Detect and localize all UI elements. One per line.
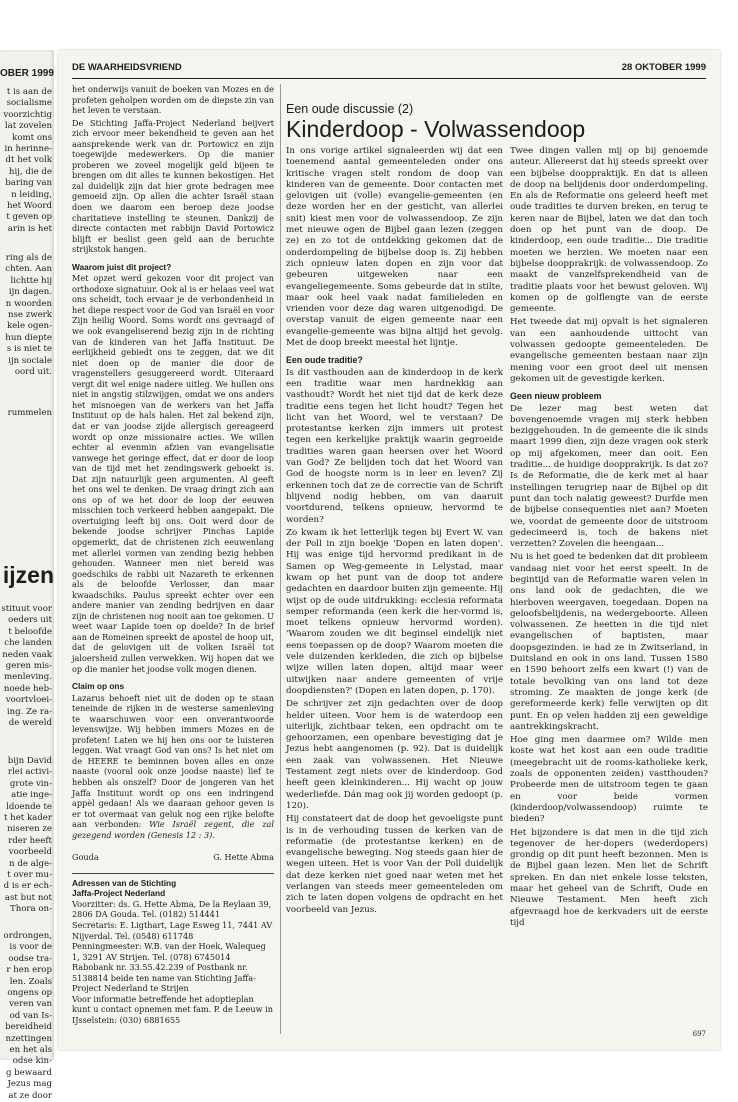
previous-page-edge [0, 50, 54, 1101]
previous-page-text: rummelen [7, 408, 52, 418]
paragraph-text: Lazarus behoeft niet uit de doden op te staan teneinde de rijken in de westerse samenleving te waarschuwen voor een onverantwoorde levenswijze. Wij hebben immers Mozes en de profeten! Laten we hij hen ons oor te luisteren leggen. Wat vraagt God van ons? Is het niet om de HEERE te beminnen boven alles en onze naaste (vooral ook onze joodse naaste) lief te hebben als onszelf? Door de jongeren van het Jaffa Instituut wordt op ons een indringend appèl gedaan! Als we daaraan gehoor geven is er tot overmaat van geluk nog een rijke belofte aan verbonden: [72, 692, 274, 830]
address-title: Jaffa-Project Nederland [72, 888, 166, 899]
paragraph: Hoe ging men daarmee om? Wilde men koste wat het kost aan een oude traditie (meegebracht uit de rooms-katholieke kerk, zoals de opponenten zeiden) vastthouden? Probeerde men de uitstroom tegen te gaan en voor beide vormen (kinderdoop/volwassendoop) ruimte te bieden? [510, 735, 708, 825]
paragraph: De schrijver zet zijn gedachten over de doop helder uiteen. Voor hem is de waterdoop een uiterlijk, zichtbaar teken, een opdracht om te gehoorzamen, een openbare bevestiging dat je Jezus hebt aangenomen (p. 92). Dat is duidelijk een zaak van volwassenen. Het Nieuwe Testament zegt niets over de kinderdoop. God heeft geen kleinkinderen... Hij wacht op jouw wederliefde. Dán mag ook jij worden gedoopt (p. 120). [286, 699, 503, 811]
jaffa-article-column [72, 84, 274, 1027]
paragraph: Zo kwam ik het letterlijk tegen bij Evert W. van der Poll in zijn boekje 'Dopen en laten dopen'. Hij was enige tijd hervormd predikant in de Samen op Weg-gemeente in Lelystad, maar kwam op het punt van de doop tot andere gedachten en daardoor buiten zijn gemeente. Hij wijst op de oude uitdrukking: ecclesia reformata semper reformanda (een kerk die her-vormd is, moet telkens opnieuw hervormd worden). 'Waarom zouden we dit beginsel eindelijk niet eens toepassen op de doop? Waarom moeten die vele duizenden kerkleden, die zich op bijbelse wijze willen laten dopen, altijd maar weer uitwijken naar andere gemeenten of vrije doopdiensten?' (Dopen en laten dopen, p. 170). [286, 527, 503, 696]
article-column-left [286, 146, 503, 918]
section-heading: Een oude traditie? [286, 355, 363, 366]
column-divider [280, 84, 281, 1034]
paragraph: In ons vorige artikel signaleerden wij dat een toenemend aantal gemeenteleden onder ons kritische vragen stelt rondom de doop van kinderen van de gemeente. Door contacten met gelovigen uit (volle) evangelie-gemeenten (en deze worden her en der gesticht, van allerlei snit) kiest men voor de volwassendoop. Ze zijn met nieuwe ogen de Bijbel gaan lezen (zeggen ze) en zo tot de ontdekking gekomen dat de onderdompeling de bijbelse doop is. Zij hebben zich opnieuw laten dopen en zijn voor dat gebeuren uitgeweken naar een evangeliegemeente. Soms gebeurde dat in stilte, maar ook heel vaak nadat familieleden en vrienden voor deze dag waren uitgenodigd. De overstap vanuit de eigen gemeente naar een evangelie-gemeente was bijna altijd het gevolg. Met de doop breekt meestal het lijntje. [286, 146, 503, 349]
paragraph: Met opzet werd gekozen voor dit project van orthodoxe signatuur. Ook al is er helaas veel wat ons scheidt, toch ervaar je de verbondenheid in het diepe respect voor de God van Israël en voor Zijn heilig Woord. Soms wordt ons gevraagd of we ook evangeliserend bezig zijn in de richting van de kinderen van het Jaffa Instituut. De eerlijkheid gebiedt ons te zeggen, dat we dit niet doen op de manier die door de vragenstellers gesuggereerd wordt. Uiteraard vergt dit wel enige nadere uitleg. We hullen ons niet in angstig stilzwijgen, omdat we ons anders het misnoegen van de werkers van het Jaffa Instituut op de hals halen. Het zal bekend zijn, dat er van joodse zijde allergisch gereageerd wordt op onze missionaire acties. We willen echter al evenmin afzien van evangelisatie vanwege het geringe effect, dat er door de loop van de tijd met het zendingswerk geboekt is. Dat zijn natuurlijk geen argumenten. Al geeft het ons wel te denken. De vraag dringt zich aan ons op of we het door de loop der eeuwen misschien toch verkeerd hebben aangepakt. Die overtuiging leeft bij ons. Ooit werd door de bekende joodse schrijver Pinchas Lapide opgemerkt, dat de christenen zich eeuwenlang met allerlei vormen van zending bezig hebben gehouden. Wanneer men niet bereid was goedschiks de rabbi uit Nazareth te erkennen als de beloofde Verlosser, dan maar kwaadschiks. Paulus spreekt echter over een andere manier van zending bedrijven en daar zijn de christenen nog nooit aan toe gekomen. U weet waar Lapide toen op doelde? In de brief aan de Romeinen spreekt de apostel de hoop uit, dat de gelovigen uit de volken Israël tot jaloersheid zullen verwekken. Wij hopen dat we op die manier het joodse volk mogen dienen. [72, 273, 274, 674]
bible-quote: Wie Israël zegent, die zal gezegend worden (Genesis 12 : 3). [72, 819, 274, 840]
article-title: Kinderdoop - Volwassendoop [286, 116, 586, 142]
paragraph: Het bijzondere is dat men in die tijd zich tegenover de her-dopers (wederdopers) grondig op dit punt heeft bezonnen. Men is de Bijbel gaan lezen. Men liet de Schrift spreken. En dan niet enkele losse teksten, maar het geheel van de Schrift, Oude en Nieuwe Testament. Men heeft zich afgevraagd hoe de kerkvaders uit de eerste tijd [510, 827, 708, 928]
newspaper-page [58, 50, 720, 1050]
address-title: Adressen van de Stichting [72, 877, 177, 888]
publication-name: DE WAARHEIDSVRIEND [72, 62, 182, 73]
paragraph [72, 693, 274, 841]
publication-date: 28 OKTOBER 1999 [621, 62, 706, 73]
section-heading: Claim op ons [72, 681, 125, 692]
signature-place: Gouda [72, 852, 99, 863]
paragraph: het onderwijs vanuit de boeken van Mozes en de profeten geholpen worden om de diepste zin van het leven te verstaan. [72, 84, 274, 116]
previous-page-text: bijn David rlei activi- grote vin- atie inge- ldoende te t het kader niseren ze rder heeft voorbeeld n de alge- t over mu- d is er ech- ast but not Thora on- [3, 756, 52, 915]
previous-page-text: ring als de chten. Aan lichtte hij ijn dagen. n woorden nse zwerk kele ogen- hun diepte s is niet te ijn sociale oord uit. [5, 253, 52, 378]
paragraph: Is dit vasthouden aan de kinderdoop in de kerk een traditie waar men hardnekkig aan vasthoudt? Wordt het niet tijd dat de kerk deze traditie eens tegen het licht houdt? Tegen het licht van het Woord, wel te verstaan? De protestantse kerken zijn immers uit protest tegen een kerkelijke praktijk waarin gegroeide tradities waren gaan heersen over het Woord van God? Ze belijden toch dat het Woord van God de hoogste norm is in leer en leven? Zij erkennen toch dat ze de correctie van de Schrift blijvend nodig hebben, om van daaruit voortdurend, telkens opnieuw, hervormd te worden? [286, 367, 503, 525]
divider [72, 873, 274, 874]
paragraph: De Stichting Jaffa-Project Nederland beijvert zich ervoor meer bekendheid te geven aan het aansprekende werk van dr. Portowicz en zijn toegewijde medewerkers. Op die manier proberen we zoveel mogelijk geld bijeen te brengen om dit alles te kunnen bekostigen. Het zal duidelijk zijn dat hier grote bedragen mee gemoeid zijn. Op allen die achter Israël staan doen we daarom een beroep deze joodse charitatieve instelling te steunen. Dankzij de directe contacten met rabbijn David Portowicz blijft er beslist geen geld aan de beruchte strijkstok hangen. [72, 117, 274, 255]
paragraph: De lezer mag best weten dat bovengenoemde vragen mij sterk hebben beziggehouden. In de gemeente die ik sinds maart 1999 dien, zijn deze vragen ook sterk op mij afgekomen, meer dan ooit. Een traditie... de huidige doopprakrijk. Is dat zo? Is de Reformatie, die de kerk met al haar instellingen terugriep naar de Bijbel op dit punt dan toch nalatig geweest? Durfde men de bijbelse consequenties niet aan? Moeten we, voordat de gemeente door de uitstroom gedecimeerd is, toch de bakens niet verzetten? Zovelen die heengaan... [510, 403, 708, 550]
previous-page-text: stituut voor oeders uit t beloofde che landen neden vaak geren mis- menleving. noede heb- voortvloei- ing. Ze ra- de wereld [1, 604, 52, 729]
previous-page-heading: ijzen [2, 562, 54, 588]
previous-page-header: OBER 1999 [0, 68, 54, 79]
section-heading: Geen nieuw probleem [510, 391, 602, 402]
previous-page-text: ordrongen, is voor de oodse tra- r hen erop len. Zoals ongens op veren van od van Is- bereidheid nzettingen en het als odse kin- g bewaard Jezus mag at ze door [3, 931, 52, 1101]
section-heading: Waarom juist dit project? [72, 261, 172, 272]
page-header [72, 62, 706, 79]
address-text: Voorzitter: ds. G. Hette Abma, De la Reylaan 39, 2806 DA Gouda. Tel. (0182) 514441 Secretaris: E. Ligthart, Lage Esweg 11, 7441 AV Nijverdal. Tel. (0548) 611748 Penningmeester: W.B. van der Hoek, Walequeg 1, 3291 AV Strijen. Tel. (078) 6745014 Rabobank nr. 33.55.42.239 of Postbank nr. 5138814 beide ten name van Stichting Jaffa-Project Nederland te Strijen Voor informatie betreffende het adoptieplan kunt u contact opnemen met fam. P. de Leeuw in IJsselstein: (030) 6881655 [72, 898, 273, 1025]
paragraph: Het tweede dat mij opvalt is het signaleren van een aanhoudende uittocht van volwassen gedoopte gemeenteleden. De evangelische gemeenten bestaan naar zijn mening voor een groot deel uit mensen gekomen uit de gevestigde kerken. [510, 317, 708, 384]
previous-page-text: t is aan de socialisme voorzichtig lat zovelen komt ons in herinne- dt het volk hij, die de baring van n leiding, het Woord t geven op arin is het [3, 87, 52, 234]
page-number: 697 [692, 1030, 706, 1038]
signature-line [72, 852, 274, 863]
paragraph: Hij constateert dat de doop het gevoeligste punt is in de verhouding tussen de kerken van de reformatie (de protestantse kerken) en de evangelische beweging. Nog steeds gaan hier de wegen uiteen. Het is voor Van der Poll duidelijk dat deze kerken niet goed naar weten met het verlangen van steeds meer gemeenteleden om zich te laten dopen volgens de opdracht en het voorbeeld van Jezus. [286, 814, 503, 915]
signature-author: G. Hette Abma [213, 852, 274, 863]
paragraph: Nu is het goed te bedenken dat dit probleem vandaag niet voor het eerst speelt. In de begintijd van de Reformatie waren velen in ons land ook de gedachten, die we hierboven weergaven, toegedaan. Dopen na geloofsbelijdenis, na wedergeboorte. Alleen volwassenen. Ze heetten in die tijd niet evangelischen of baptisten, maar doopsgezinden. ie had ze in Zwitserland, in Duitsland en ook in ons land. Tussen 1580 en 1590 behoort zelfs een kwart (!) van de totale bevolking van ons land tot deze stroming. Ze maakten de jonge kerk (de gereformeerde kerk) felle verwijten op dit punt. En op velen hadden zij een geweldige aantrekkingskracht. [510, 552, 708, 732]
paragraph: Twee dingen vallen mij op bij genoemde auteur. Allereerst dat hij steeds spreekt over een bijbelse dooppraktijk. En dat is alleen de doop na belijdenis door onderdompeling. En als de Reformatie ons geleerd heeft met oude tradities te durven breken, en terug te keren naar de Bijbel, laten we dat dan toch doen op het punt van de doop. De kinderdoop, een oude traditie... Die traditie moeten we herzien. We moeten naar een bijbelse doopprakrijk: de volwassendoop. Zo maakt de vanzelfsprekendheid van de traditie plaats voor het bewust geloven. Wij komen op de golflengte van de eerste gemeente. [510, 146, 708, 315]
article-column-right [510, 146, 708, 931]
article-kicker: Een oude discussie (2) [286, 102, 414, 116]
address-box [72, 878, 274, 1026]
